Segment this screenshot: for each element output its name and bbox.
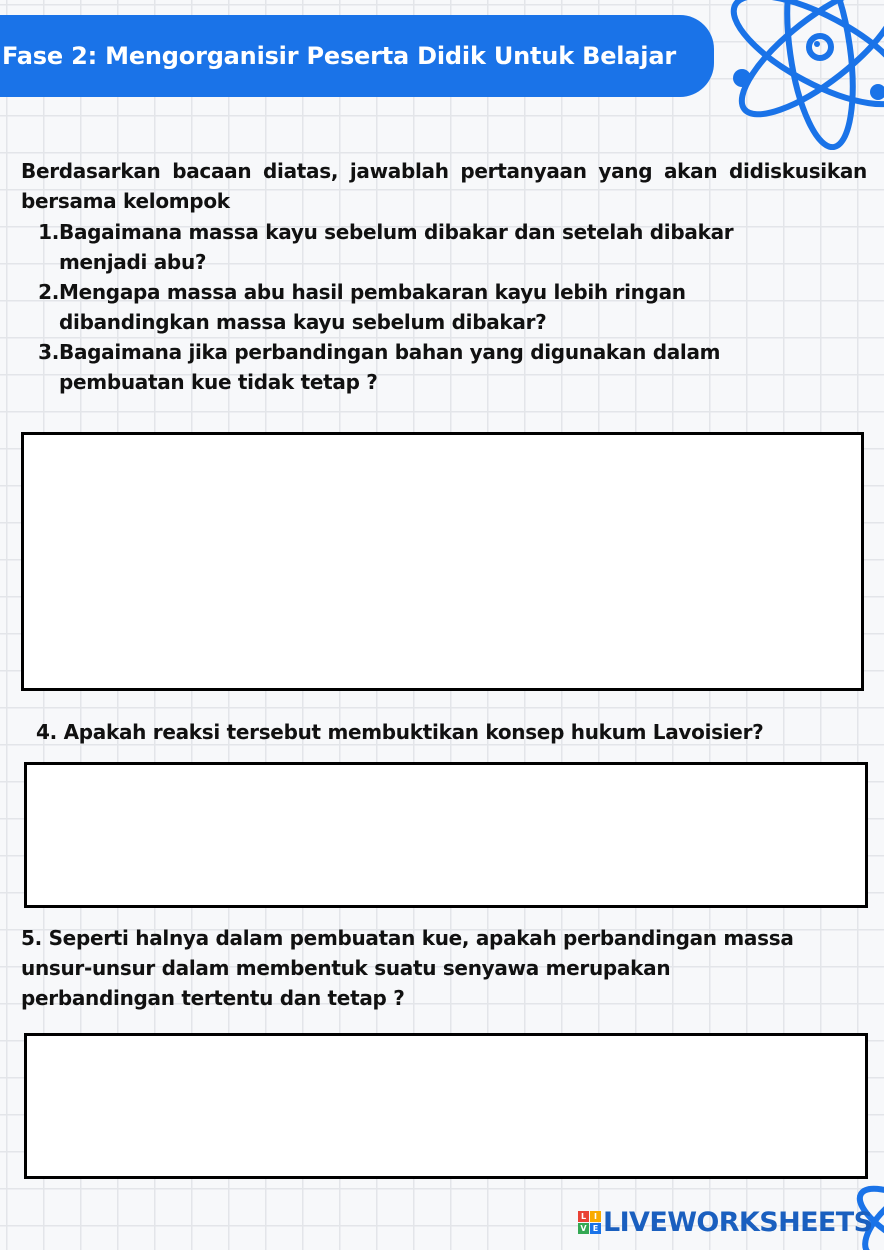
liveworksheets-logo-icon [578, 1211, 601, 1234]
question-number: 2. [38, 280, 59, 304]
list-item [30, 337, 810, 397]
phase-header-banner [0, 15, 714, 97]
logo-tile: I [590, 1211, 601, 1222]
logo-tile: V [578, 1223, 589, 1234]
page-title: Fase 2: Mengorganisir Peserta Didik Untuk Belajar [2, 42, 676, 70]
atom-icon [712, 0, 884, 150]
liveworksheets-brand [578, 1207, 872, 1238]
question-text: Bagaimana massa kayu sebelum dibakar dan setelah dibakar menjadi abu? [59, 220, 734, 274]
question-text: Mengapa massa abu hasil pembakaran kayu lebih ringan dibandingkan massa kayu sebelum dibakar? [59, 280, 686, 334]
question-list [30, 217, 810, 397]
question-5: 5. Seperti halnya dalam pembuatan kue, apakah perbandingan massa unsur-unsur dalam membentuk suatu senyawa merupakan perbandingan tertentu dan tetap ? [21, 926, 794, 1010]
question-number: 1. [38, 220, 59, 244]
answer-box-4[interactable] [24, 762, 868, 908]
question-number: 3. [38, 340, 59, 364]
question-4: 4. Apakah reaksi tersebut membuktikan konsep hukum Lavoisier? [36, 720, 764, 744]
answer-box-5[interactable] [24, 1033, 868, 1179]
brand-name: LIVEWORKSHEETS [603, 1207, 873, 1238]
instruction-text: Berdasarkan bacaan diatas, jawablah pertanyaan yang akan didiskusikan bersama kelompok [21, 159, 867, 213]
answer-box-1-3[interactable] [21, 432, 864, 691]
list-item [30, 277, 810, 337]
list-item [30, 217, 810, 277]
logo-tile: E [590, 1223, 601, 1234]
logo-tile: L [578, 1211, 589, 1222]
question-text: Bagaimana jika perbandingan bahan yang digunakan dalam pembuatan kue tidak tetap ? [59, 340, 721, 394]
